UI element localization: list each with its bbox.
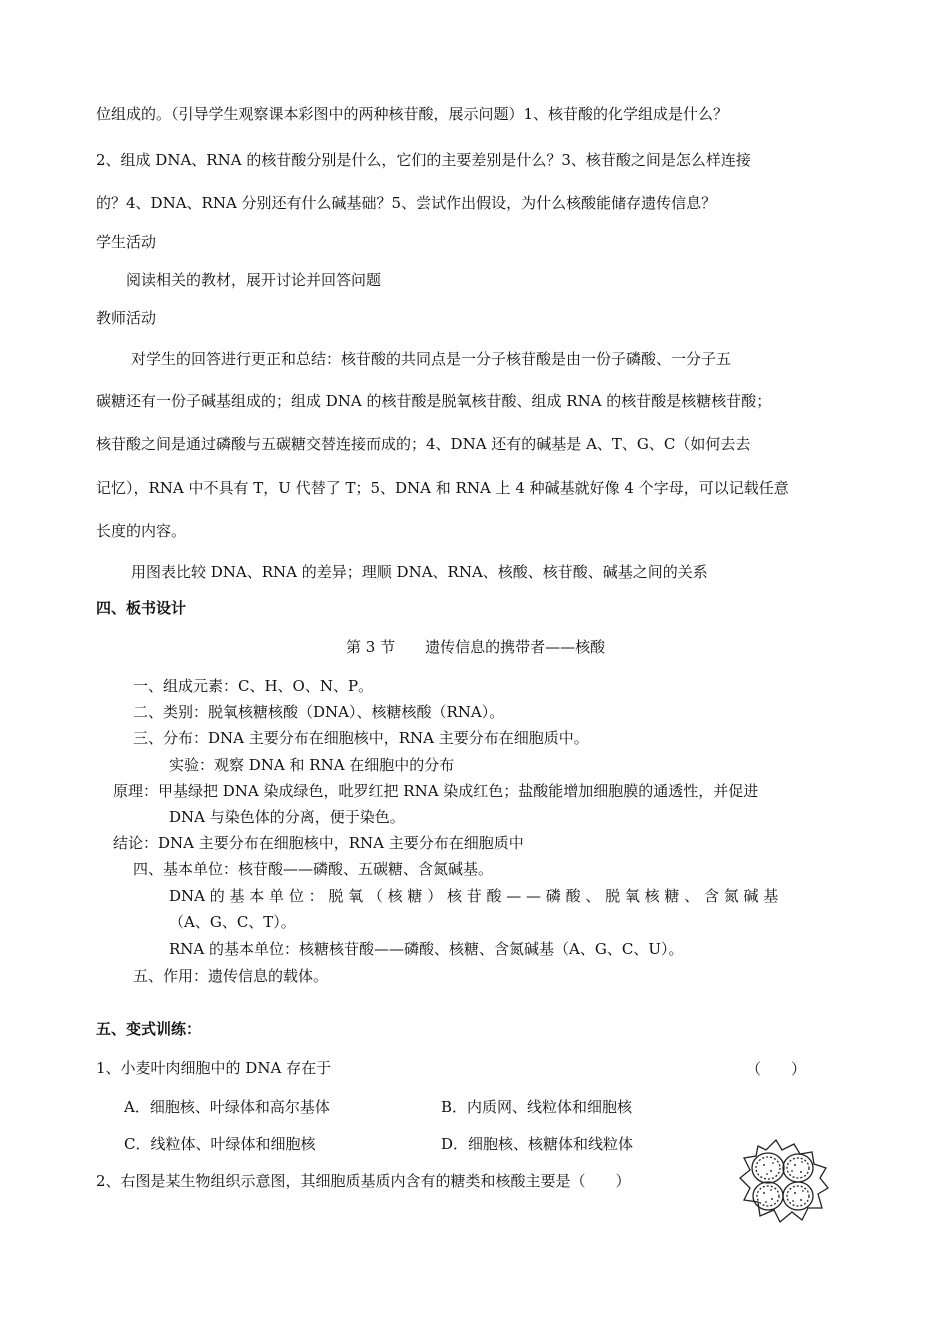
exercises-heading: 五、变式训练： — [96, 1020, 202, 1038]
question-1-answer-blank: （ ） — [746, 1060, 807, 1078]
teacher-activity-line-5: 长度的内容。 — [96, 522, 187, 540]
question-1-option-d: D．细胞核、核糖体和线粒体 — [441, 1135, 634, 1153]
board-item-function: 五、作用：遗传信息的载体。 — [133, 967, 329, 985]
board-item-types: 二、类别：脱氧核糖核酸（DNA）、核糖核酸（RNA）。 — [133, 703, 505, 721]
board-item-principle-cont: DNA 与染色体的分离，便于染色。 — [169, 808, 405, 826]
teacher-activity-heading: 教师活动 — [96, 309, 157, 327]
board-item-basic-unit: 四、基本单位：核苷酸——磷酸、五碳糖、含氮碱基。 — [133, 860, 494, 878]
board-item-conclusion: 结论：DNA 主要分布在细胞核中，RNA 主要分布在细胞质中 — [113, 834, 524, 852]
question-1-stem: 1、小麦叶肉细胞中的 DNA 存在于 — [96, 1059, 332, 1077]
question-2-stem: 2、右图是某生物组织示意图，其细胞质基质内含有的糖类和核酸主要是（ ） — [96, 1172, 631, 1190]
plant-tissue-figure — [738, 1138, 830, 1224]
intro-line-1: 位组成的。（引导学生观察课本彩图中的两种核苷酸，展示问题）1、核苷酸的化学组成是什么？ — [96, 105, 729, 123]
question-1-option-a: A．细胞核、叶绿体和高尔基体 — [124, 1098, 330, 1116]
board-item-elements: 一、组成元素：C、H、O、N、P。 — [133, 677, 374, 695]
intro-line-2: 2、组成 DNA、RNA 的核苷酸分别是什么，它们的主要差别是什么？3、核苷酸之间是怎么样连接 — [96, 151, 751, 169]
board-item-principle: 原理：甲基绿把 DNA 染成绿色，吡罗红把 RNA 染成红色；盐酸能增加细胞膜的通透性，并促进 — [113, 782, 759, 800]
board-item-experiment: 实验：观察 DNA 和 RNA 在细胞中的分布 — [169, 756, 455, 774]
student-activity-text: 阅读相关的教材，展开讨论并回答问题 — [126, 271, 382, 289]
board-item-rna-unit: RNA 的基本单位：核糖核苷酸——磷酸、核糖、含氮碱基（A、G、C、U）。 — [169, 940, 684, 958]
board-design-heading: 四、板书设计 — [96, 599, 187, 617]
teacher-activity-extra: 用图表比较 DNA、RNA 的差异；理顺 DNA、RNA、核酸、核苷酸、碱基之间的关系 — [131, 563, 708, 581]
board-design-title: 第 3 节 遗传信息的携带者——核酸 — [346, 638, 606, 656]
student-activity-heading: 学生活动 — [96, 233, 157, 251]
board-item-dna-unit: DNA 的 基 本 单 位 ： 脱 氧 （ 核 糖 ） 核 苷 酸 — — 磷 酸 、 脱 氧 核 糖 、 含 氮 碱 基 — [169, 887, 779, 905]
board-item-dna-unit-cont: （A、G、C、T）。 — [169, 913, 296, 931]
teacher-activity-line-1: 对学生的回答进行更正和总结：核苷酸的共同点是一分子核苷酸是由一份子磷酸、一分子五 — [131, 350, 732, 368]
intro-line-3: 的？4、DNA、RNA 分别还有什么碱基础？5、尝试作出假设，为什么核酸能储存遗传信息？ — [96, 194, 717, 212]
teacher-activity-line-4: 记忆），RNA 中不具有 T，U 代替了 T；5、DNA 和 RNA 上 4 种碱基就好像 4 个字母，可以记载任意 — [96, 479, 789, 497]
board-item-distribution: 三、分布：DNA 主要分布在细胞核中，RNA 主要分布在细胞质中。 — [133, 729, 589, 747]
question-1-option-b: B．内质网、线粒体和细胞核 — [441, 1098, 633, 1116]
teacher-activity-line-2: 碳糖还有一份子碱基组成的；组成 DNA 的核苷酸是脱氧核苷酸、组成 RNA 的核苷酸是核糖核苷酸； — [96, 392, 772, 410]
teacher-activity-line-3: 核苷酸之间是通过磷酸与五碳糖交替连接而成的；4、DNA 还有的碱基是 A、T、G、C（如何去去 — [96, 435, 751, 453]
question-1-option-c: C．线粒体、叶绿体和细胞核 — [124, 1135, 316, 1153]
